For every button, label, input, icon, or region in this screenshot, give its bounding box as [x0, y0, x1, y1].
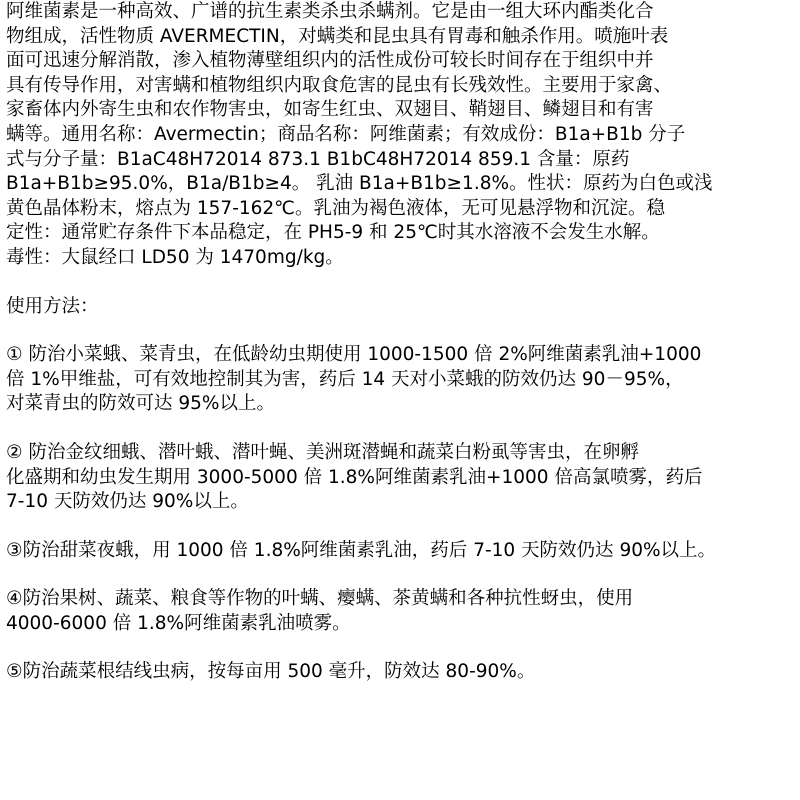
usage-item-line: ⑤防治蔬菜根结线虫病，按每亩用 500 毫升，防效达 80-90%。: [6, 661, 536, 683]
intro-line: 阿维菌素是一种高效、广谱的抗生素类杀虫杀螨剂。它是由一组大环内酯类化合: [6, 1, 654, 22]
usage-item-line: 7-10 天防效仍达 90%以上。: [6, 491, 249, 513]
spacer: [6, 515, 792, 539]
usage-item-line: ④防治果树、蔬菜、粮食等作物的叶螨、瘿螨、茶黄螨和各种抗性蚜虫，使用: [6, 588, 634, 610]
usage-item-line: ③防治甜菜夜蛾，用 1000 倍 1.8%阿维菌素乳油，药后 7-10 天防效仍达 90%以上。: [6, 539, 717, 561]
intro-line: 式与分子量：B1aC48H72014 873.1 B1bC48H72014 859.1 含量：原药: [6, 148, 630, 170]
intro-line: 定性：通常贮存条件下本品稳定，在 PH5-9 和 25℃时其水溶液不会发生水解。: [6, 222, 660, 244]
usage-item-line: ② 防治金纹细蛾、潜叶蛾、潜叶蝇、美洲斑潜蝇和蔬菜白粉虱等害虫，在卵孵: [6, 441, 639, 463]
usage-heading: 使用方法：: [6, 295, 99, 317]
intro-line: 家畜体内外寄生虫和农作物害虫，如寄生红虫、双翅目、鞘翅目、鳞翅目和有害: [6, 99, 654, 121]
document-body: [6, 0, 792, 685]
usage-item-line: ① 防治小菜蛾、菜青虫，在低龄幼虫期使用 1000-1500 倍 2%阿维菌素乳油+1000: [6, 344, 702, 366]
usage-item-2: [6, 441, 792, 515]
spacer: [6, 271, 792, 295]
spacer: [6, 563, 792, 587]
intro-paragraph: [6, 0, 792, 271]
usage-item-1: [6, 343, 792, 417]
intro-line: B1a+B1b≥95.0%，B1a/B1b≥4。 乳油 B1a+B1b≥1.8%。性状：原药为白色或浅: [6, 173, 713, 195]
usage-item-5: [6, 660, 792, 685]
usage-item-line: 对菜青虫的防效可达 95%以上。: [6, 393, 276, 415]
usage-item-3: [6, 539, 792, 564]
usage-item-line: 4000-6000 倍 1.8%阿维菌素乳油喷雾。: [6, 612, 351, 634]
intro-line: 毒性：大鼠经口 LD50 为 1470mg/kg。: [6, 246, 344, 268]
spacer: [6, 319, 792, 343]
intro-line: 螨等。通用名称：Avermectin；商品名称：阿维菌素；有效成份：B1a+B1b 分子: [6, 123, 686, 145]
spacer: [6, 636, 792, 660]
usage-item-line: 倍 1%甲维盐，可有效地控制其为害，药后 14 天对小菜蛾的防效仍达 90－95%，: [6, 368, 684, 390]
intro-line: 物组成，活性物质 AVERMECTIN，对螨类和昆虫具有胃毒和触杀作用。喷施叶表: [6, 25, 669, 47]
intro-line: 具有传导作用，对害螨和植物组织内取食危害的昆虫有长残效性。主要用于家禽、: [6, 74, 673, 96]
usage-item-line: 化盛期和幼虫发生期用 3000-5000 倍 1.8%阿维菌素乳油+1000 倍高氯喷雾，药后: [6, 466, 703, 488]
intro-line: 黄色晶体粉末，熔点为 157-162℃。乳油为褐色液体，无可见悬浮物和沉淀。稳: [6, 197, 665, 219]
spacer: [6, 417, 792, 441]
usage-item-4: [6, 587, 792, 636]
intro-line: 面可迅速分解消散，渗入植物薄壁组织内的活性成份可较长时间存在于组织中并: [6, 50, 654, 72]
